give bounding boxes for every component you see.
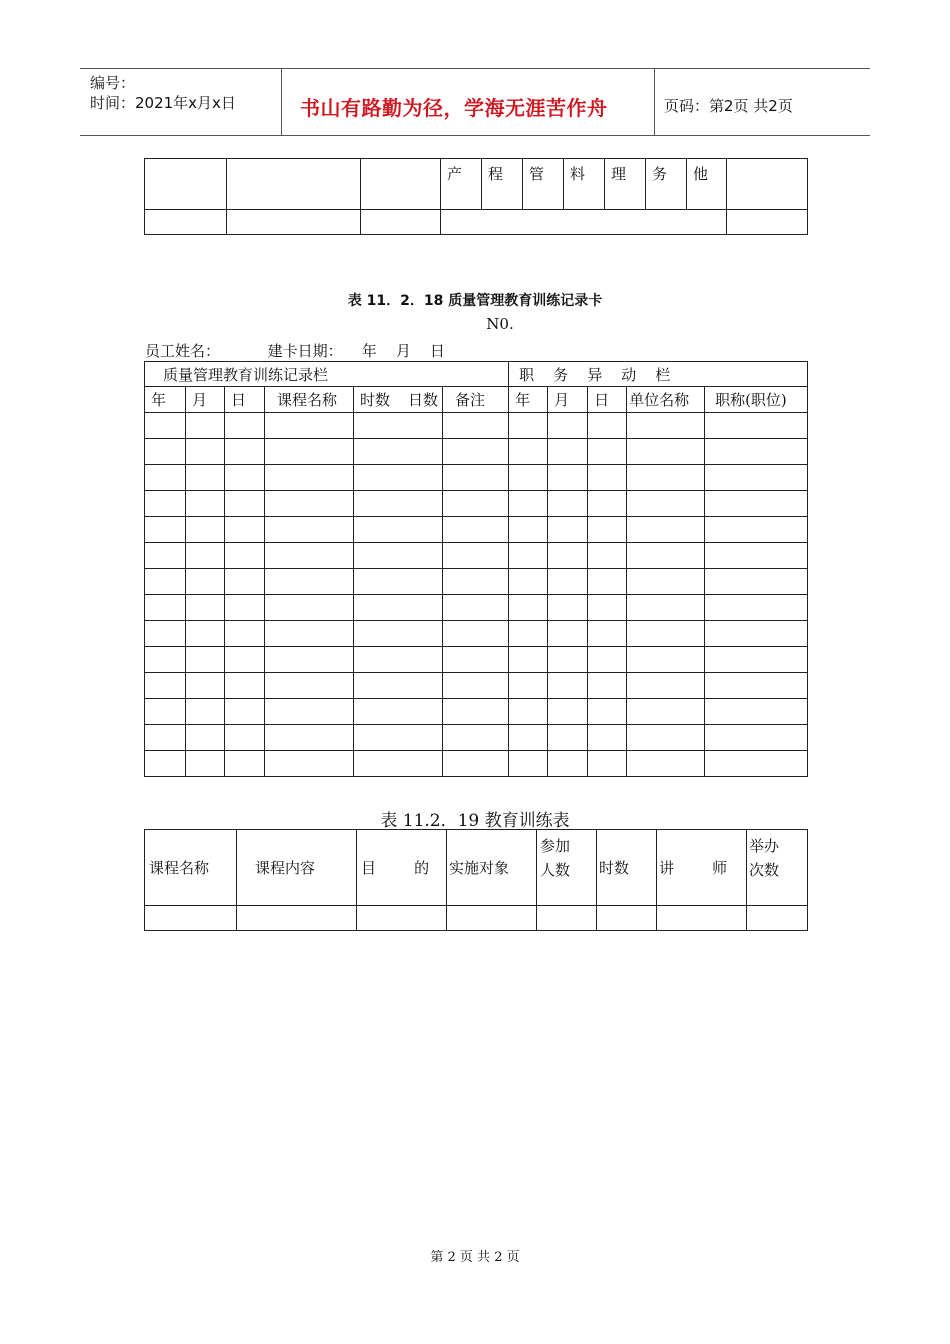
top-table-header: 管 xyxy=(523,159,564,210)
sessions-line-2: 次数 xyxy=(749,860,780,879)
record-cell xyxy=(627,543,705,569)
record-cell xyxy=(509,413,548,439)
top-table-header: 料 xyxy=(564,159,605,210)
record-cell xyxy=(548,751,588,777)
training-table xyxy=(144,829,808,931)
record-cell xyxy=(509,569,548,595)
training-col-hours: 时数 xyxy=(597,830,657,906)
record-cell xyxy=(443,673,509,699)
record-cell xyxy=(548,569,588,595)
record-cell xyxy=(509,621,548,647)
record-cell xyxy=(225,595,265,621)
record-cell xyxy=(548,465,588,491)
record-cell xyxy=(627,569,705,595)
record-cell xyxy=(509,465,548,491)
training-col-target: 实施对象 xyxy=(447,830,537,906)
record-cell xyxy=(588,595,627,621)
record-cell xyxy=(225,517,265,543)
record-cell xyxy=(354,673,443,699)
training-cell xyxy=(537,906,597,931)
record-cell xyxy=(354,751,443,777)
record-cell xyxy=(225,725,265,751)
top-table-header: 程 xyxy=(482,159,523,210)
record-cell xyxy=(509,439,548,465)
header-divider-left xyxy=(281,68,282,136)
record-cell xyxy=(443,725,509,751)
record-cell xyxy=(548,543,588,569)
record-cell xyxy=(145,543,186,569)
training-cell xyxy=(237,906,357,931)
table-row xyxy=(145,621,808,647)
sessions-line-1: 举办 xyxy=(749,836,780,855)
record-cell xyxy=(588,465,627,491)
record-cell xyxy=(145,491,186,517)
record-cell xyxy=(588,517,627,543)
record-cell xyxy=(186,725,225,751)
record-cell xyxy=(265,543,354,569)
record-cell xyxy=(588,621,627,647)
record-cell xyxy=(354,647,443,673)
record-cell xyxy=(354,517,443,543)
record-cell xyxy=(705,439,808,465)
col-day: 日 xyxy=(225,387,265,413)
record-cell xyxy=(705,621,808,647)
training-cell xyxy=(145,906,237,931)
table-row xyxy=(145,725,808,751)
table-row xyxy=(145,465,808,491)
training-cell xyxy=(447,906,537,931)
record-cell xyxy=(265,751,354,777)
col-year-2: 年 xyxy=(509,387,548,413)
record-cell xyxy=(705,569,808,595)
record-cell xyxy=(186,647,225,673)
participants-line-1: 参加 xyxy=(540,836,571,855)
record-card-table xyxy=(144,361,808,777)
serial-label: 编号： xyxy=(90,74,136,92)
table-row xyxy=(145,699,808,725)
record-cell xyxy=(225,413,265,439)
record-cell xyxy=(627,621,705,647)
col-days: 日数 xyxy=(408,391,439,409)
record-cell xyxy=(548,725,588,751)
col-hours-days xyxy=(354,387,443,413)
header-top-rule xyxy=(80,68,870,69)
record-cell xyxy=(443,699,509,725)
section-position-change: 职 务 异 动 栏 xyxy=(509,362,808,387)
record-cell xyxy=(265,725,354,751)
record-cell xyxy=(509,647,548,673)
record-cell xyxy=(225,439,265,465)
record-cell xyxy=(548,621,588,647)
record-cell xyxy=(443,543,509,569)
training-cell xyxy=(657,906,747,931)
table-row xyxy=(145,543,808,569)
record-cell xyxy=(548,413,588,439)
record-cell xyxy=(354,543,443,569)
record-cell xyxy=(145,439,186,465)
top-table-cell xyxy=(361,159,441,210)
record-cell xyxy=(443,439,509,465)
record-cell xyxy=(443,647,509,673)
record-cell xyxy=(548,439,588,465)
record-cell xyxy=(265,647,354,673)
record-cell xyxy=(354,725,443,751)
record-cell xyxy=(186,751,225,777)
record-cell xyxy=(225,491,265,517)
top-table-cell xyxy=(727,159,808,210)
training-cell xyxy=(747,906,808,931)
training-cell xyxy=(597,906,657,931)
table-row xyxy=(145,439,808,465)
record-cell xyxy=(588,751,627,777)
top-table-cell xyxy=(145,159,227,210)
record-cell xyxy=(186,439,225,465)
record-cell xyxy=(627,647,705,673)
record-cell xyxy=(443,621,509,647)
record-cell xyxy=(186,491,225,517)
record-cell xyxy=(705,673,808,699)
col-unit-name: 单位名称 xyxy=(627,387,705,413)
record-cell xyxy=(627,517,705,543)
col-course-name: 课程名称 xyxy=(265,387,354,413)
record-cell xyxy=(627,439,705,465)
record-cell xyxy=(588,647,627,673)
table-row xyxy=(145,595,808,621)
record-cell xyxy=(509,517,548,543)
record-cell xyxy=(354,413,443,439)
col-remarks: 备注 xyxy=(443,387,509,413)
record-cell xyxy=(509,673,548,699)
training-col-instructor: 讲 师 xyxy=(657,830,747,906)
card-no-label: N0. xyxy=(486,315,514,333)
record-cell xyxy=(509,699,548,725)
record-cell xyxy=(705,517,808,543)
record-cell xyxy=(509,725,548,751)
record-cell xyxy=(145,465,186,491)
record-cell xyxy=(145,621,186,647)
top-table-cell xyxy=(361,210,441,235)
record-cell xyxy=(186,465,225,491)
training-col-purpose: 目 的 xyxy=(357,830,447,906)
record-cell xyxy=(186,543,225,569)
record-cell xyxy=(265,517,354,543)
record-cell xyxy=(627,673,705,699)
record-cell xyxy=(225,543,265,569)
record-cell xyxy=(548,647,588,673)
record-cell xyxy=(548,517,588,543)
record-cell xyxy=(443,491,509,517)
record-cell xyxy=(145,751,186,777)
record-cell xyxy=(145,673,186,699)
record-cell xyxy=(588,413,627,439)
record-cell xyxy=(354,621,443,647)
header-divider-right xyxy=(654,68,655,136)
page-footer: 第 2 页 共 2 页 xyxy=(430,1250,520,1265)
col-month: 月 xyxy=(186,387,225,413)
record-cell xyxy=(588,569,627,595)
record-cell xyxy=(265,673,354,699)
record-cell xyxy=(225,673,265,699)
record-cell xyxy=(145,647,186,673)
top-table-cell xyxy=(227,159,361,210)
record-cell xyxy=(443,465,509,491)
page-label: 页码：第2页 共2页 xyxy=(664,97,793,115)
record-cell xyxy=(145,725,186,751)
record-cell xyxy=(705,543,808,569)
record-cell xyxy=(265,569,354,595)
training-col-course-name: 课程名称 xyxy=(145,830,237,906)
record-cell xyxy=(588,543,627,569)
record-cell xyxy=(354,491,443,517)
record-cell xyxy=(705,595,808,621)
record-cell xyxy=(265,439,354,465)
record-cell xyxy=(548,699,588,725)
training-col-sessions xyxy=(747,830,808,906)
record-cell xyxy=(509,543,548,569)
record-cell xyxy=(705,725,808,751)
record-cell xyxy=(354,699,443,725)
record-cell xyxy=(509,595,548,621)
record-cell xyxy=(548,595,588,621)
record-cell xyxy=(265,595,354,621)
record-cell xyxy=(705,751,808,777)
record-cell xyxy=(443,413,509,439)
training-cell xyxy=(357,906,447,931)
col-day-2: 日 xyxy=(588,387,627,413)
top-table-header: 理 xyxy=(605,159,646,210)
record-cell xyxy=(627,491,705,517)
top-table-cell xyxy=(227,210,361,235)
record-cell xyxy=(225,647,265,673)
record-cell xyxy=(627,751,705,777)
card-title: 表 11．2．18 质量管理教育训练记录卡 xyxy=(347,293,603,309)
top-table-header: 他 xyxy=(687,159,727,210)
record-cell xyxy=(186,569,225,595)
time-label: 时间：2021年x月x日 xyxy=(90,94,236,112)
record-cell xyxy=(186,699,225,725)
record-cell xyxy=(145,595,186,621)
record-cell xyxy=(705,699,808,725)
header-motto: 书山有路勤为径，学海无涯苦作舟 xyxy=(300,96,608,120)
record-cell xyxy=(186,621,225,647)
col-title: 职称(职位) xyxy=(705,387,808,413)
record-cell xyxy=(705,465,808,491)
record-cell xyxy=(145,517,186,543)
top-table-header: 务 xyxy=(646,159,687,210)
record-cell xyxy=(627,413,705,439)
record-cell xyxy=(265,465,354,491)
record-cell xyxy=(588,439,627,465)
record-cell xyxy=(186,413,225,439)
employee-line: 员工姓名： 建卡日期： 年 月 日 xyxy=(145,342,445,360)
record-cell xyxy=(186,517,225,543)
record-cell xyxy=(354,595,443,621)
table-row xyxy=(145,751,808,777)
record-cell xyxy=(548,491,588,517)
training-title: 表 11.2．19 教育训练表 xyxy=(380,811,570,831)
record-cell xyxy=(443,517,509,543)
record-cell xyxy=(354,439,443,465)
top-table-header: 产 xyxy=(441,159,482,210)
record-cell xyxy=(265,621,354,647)
training-col-course-content: 课程内容 xyxy=(237,830,357,906)
record-cell xyxy=(145,569,186,595)
record-cell xyxy=(145,413,186,439)
table-row xyxy=(145,673,808,699)
record-cell xyxy=(705,491,808,517)
training-col-participants xyxy=(537,830,597,906)
record-cell xyxy=(705,647,808,673)
record-cell xyxy=(627,725,705,751)
col-hours: 时数 xyxy=(360,391,391,409)
record-cell xyxy=(548,673,588,699)
record-cell xyxy=(186,673,225,699)
participants-line-2: 人数 xyxy=(540,860,571,879)
record-cell xyxy=(588,725,627,751)
table-row xyxy=(145,413,808,439)
record-cell xyxy=(265,491,354,517)
record-cell xyxy=(443,595,509,621)
record-cell xyxy=(443,569,509,595)
record-cell xyxy=(186,595,225,621)
record-cell xyxy=(588,699,627,725)
table-row xyxy=(145,491,808,517)
record-cell xyxy=(354,465,443,491)
record-cell xyxy=(443,751,509,777)
record-cell xyxy=(225,621,265,647)
top-table-cell xyxy=(727,210,808,235)
record-cell xyxy=(225,569,265,595)
record-cell xyxy=(265,699,354,725)
section-training-record: 质量管理教育训练记录栏 xyxy=(145,362,509,387)
record-cell xyxy=(145,699,186,725)
record-cell xyxy=(354,569,443,595)
record-cell xyxy=(627,465,705,491)
record-cell xyxy=(225,699,265,725)
record-cell xyxy=(588,491,627,517)
record-cell xyxy=(265,413,354,439)
record-cell xyxy=(225,751,265,777)
table-row xyxy=(145,569,808,595)
record-cell xyxy=(627,595,705,621)
record-cell xyxy=(509,491,548,517)
record-cell xyxy=(509,751,548,777)
top-table xyxy=(144,158,808,235)
col-year: 年 xyxy=(145,387,186,413)
table-row xyxy=(145,517,808,543)
record-cell xyxy=(627,699,705,725)
header-bottom-rule xyxy=(80,135,870,136)
top-table-cell xyxy=(145,210,227,235)
record-cell xyxy=(705,413,808,439)
record-cell xyxy=(225,465,265,491)
record-cell xyxy=(588,673,627,699)
col-month-2: 月 xyxy=(548,387,588,413)
table-row xyxy=(145,647,808,673)
top-table-cell xyxy=(441,210,727,235)
